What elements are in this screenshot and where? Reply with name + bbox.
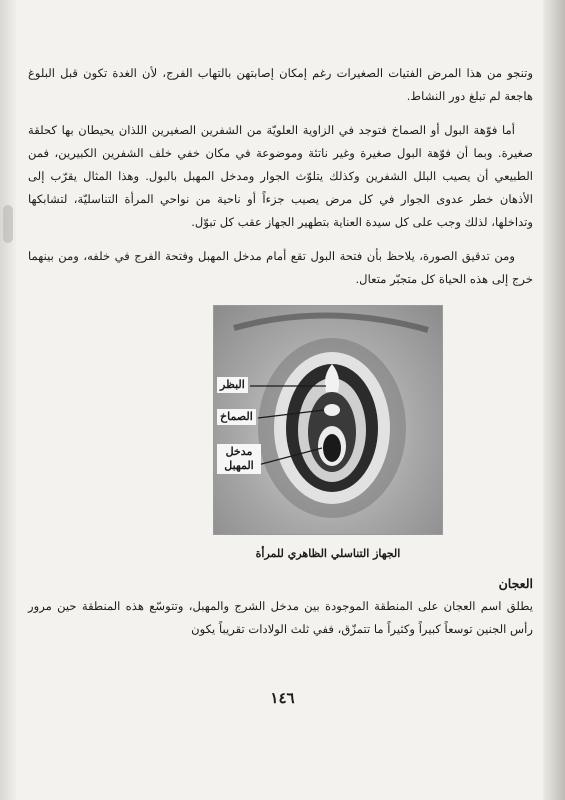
binding-mark: [3, 205, 13, 243]
label-urethra: الصماخ: [217, 409, 256, 425]
section-heading: العجان: [498, 576, 533, 591]
scan-right-edge: [543, 0, 565, 800]
book-page: [28, 62, 533, 652]
figure-caption: الجهاز التناسلي الظاهري للمرأة: [255, 547, 401, 560]
label-vaginal-entrance: مدخل المهبل: [217, 444, 261, 474]
scan-left-edge: [0, 0, 16, 800]
label-clitoris: البظر: [217, 377, 248, 393]
section-paragraph: يطلق اسم العجان على المنطقة الموجودة بين مدخل الشرج والمهبل، وتتوسّع هذه المنطقة حين مرور رأس الجنين توسعاً كبيراً وكثيراً ما تتمزّق، ففي ثلث الولادات تقريباً يكون: [28, 599, 533, 636]
anatomy-figure: [213, 305, 443, 535]
paragraph-1: وتنجو من هذا المرض الفتيات الصغيرات رغم إمكان إصابتهن بالتهاب الفرج، لأن الغدة تكون قبل البلوغ هاجعة لم تبلغ دور النشاط.: [28, 66, 533, 103]
paragraph-2: أما فوّهة البول أو الصماخ فتوجد في الزاوية العلويّة من الشفرين الصغيرين اللذان يحيطان بها كحلقة صغيرة. وبما أن فوّهة البول صغيرة وغير ناتئة وموضوعة في مكان خفي خلف الشفرين الكبيرين، فمن الطبيعي أن يصيب البلل الشفرين وكذلك يتلوّث الجوار ومدخل المهبل بالبول. وهذا المثال يقرّب إلى الأذهان خطر عدوى الجوار في كل مرض يصيب جزءاً أو ناحية من نواحي المرأة التناسليّة، لتشابكها وتداخلها، لذلك وجب على كل سيدة العناية بتطهير الجهاز عقب كل تبوّل.: [28, 123, 533, 229]
paragraph-3: ومن تدقيق الصورة، يلاحظ بأن فتحة البول تقع أمام مدخل المهبل وفتحة الفرج في خلفه، ومن بينهما خرج إلى هذه الحياة كل متجبّر متعال.: [28, 249, 533, 286]
page-number: ١٤٦: [270, 689, 295, 707]
